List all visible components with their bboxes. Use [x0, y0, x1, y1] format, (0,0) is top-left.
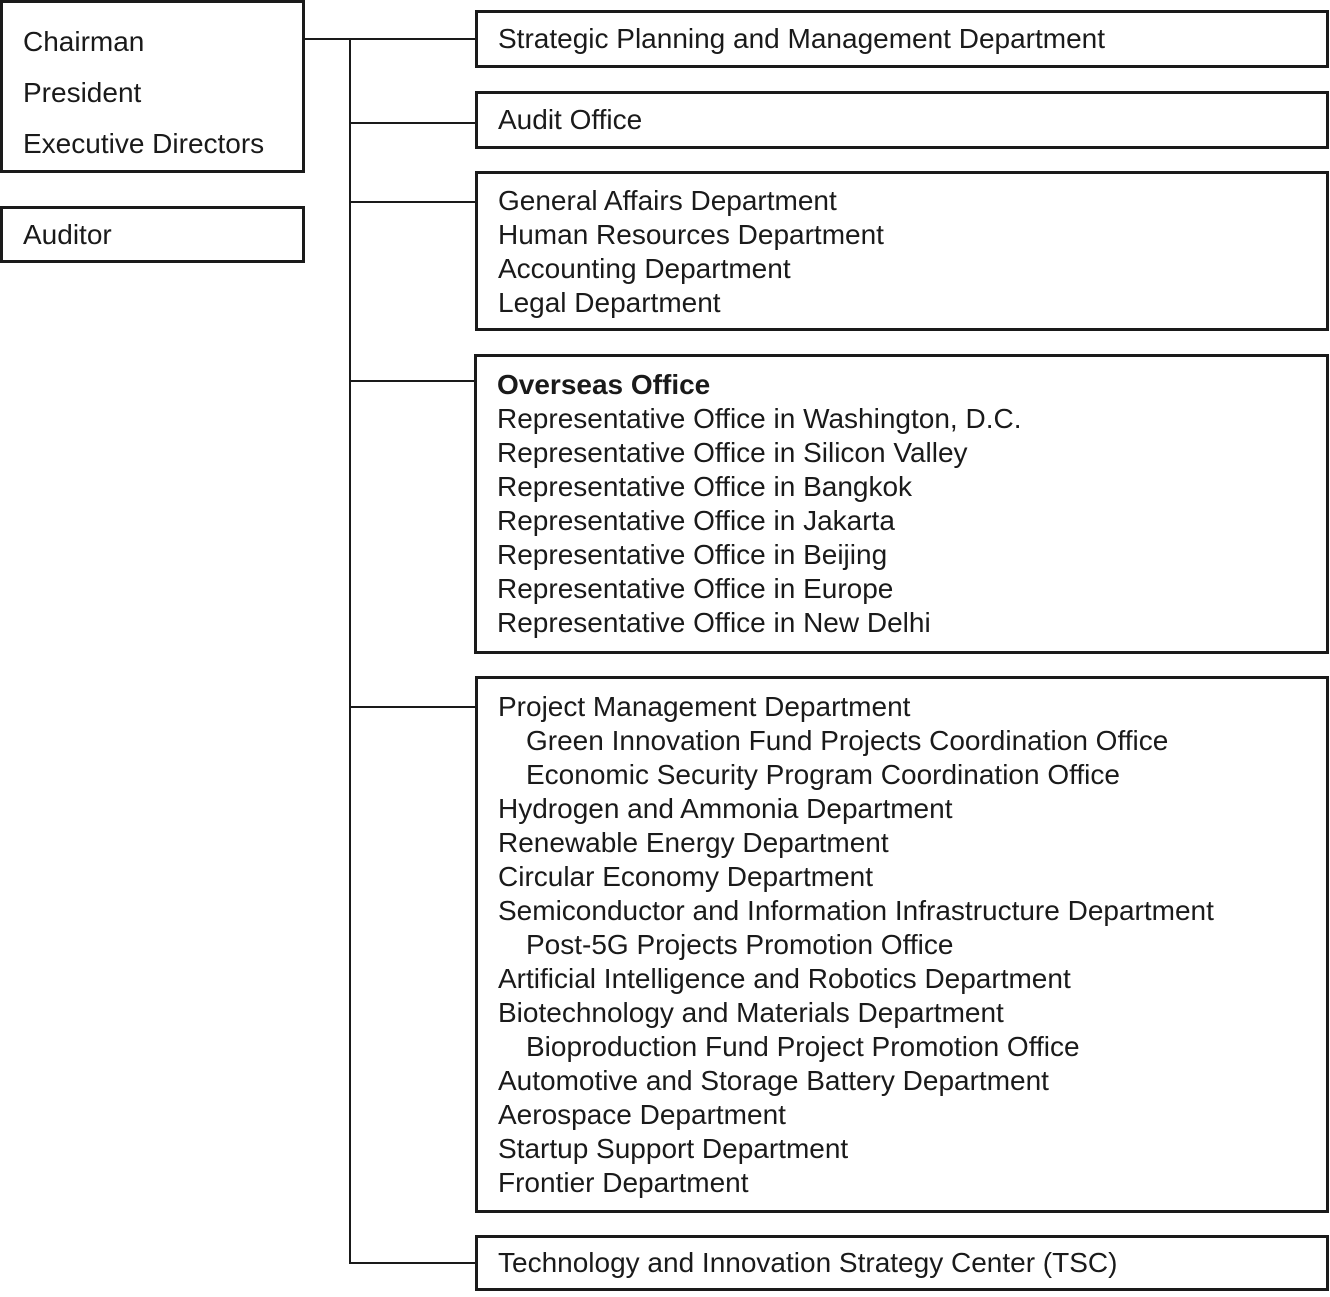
technical-department-item: Automotive and Storage Battery Department — [498, 1065, 1049, 1096]
connector-branch-overseas — [349, 380, 476, 382]
admin-departments-box — [475, 171, 1329, 331]
connector-trunk-vertical — [349, 38, 351, 1263]
connector-branch-tsc — [349, 1262, 477, 1264]
leadership-president: President — [23, 77, 142, 108]
leadership-executive-directors: Executive Directors — [23, 128, 265, 159]
tsc-box — [475, 1235, 1329, 1291]
technical-departments-list — [498, 690, 1214, 1200]
admin-departments-list — [498, 184, 884, 320]
overseas-office-item: Representative Office in Beijing — [497, 539, 888, 570]
connector-branch-audit — [349, 122, 477, 124]
admin-department-item: Legal Department — [498, 287, 721, 318]
admin-department-item: Human Resources Department — [498, 219, 884, 250]
technical-department-item: Artificial Intelligence and Robotics Department — [498, 963, 1071, 994]
connector-head-horizontal — [303, 38, 477, 40]
overseas-office-item: Representative Office in Silicon Valley — [497, 437, 968, 468]
technical-department-item: Renewable Energy Department — [498, 827, 889, 858]
technical-office-item: Green Innovation Fund Projects Coordination Office — [526, 725, 1169, 756]
admin-department-item: General Affairs Department — [498, 185, 837, 216]
overseas-office-box — [474, 354, 1329, 654]
technical-department-item: Hydrogen and Ammonia Department — [498, 793, 953, 824]
overseas-office-list — [497, 368, 1021, 640]
technical-department-item: Frontier Department — [498, 1167, 749, 1198]
overseas-office-item: Representative Office in New Delhi — [497, 607, 931, 638]
admin-department-item: Accounting Department — [498, 253, 791, 284]
strategic-planning-label: Strategic Planning and Management Department — [498, 23, 1106, 54]
auditor-label: Auditor — [23, 219, 112, 250]
strategic-planning-box — [475, 10, 1329, 68]
technical-department-item: Aerospace Department — [498, 1099, 786, 1130]
technical-department-item: Startup Support Department — [498, 1133, 849, 1164]
connector-branch-admin — [349, 201, 477, 203]
technical-office-item: Economic Security Program Coordination Office — [526, 759, 1120, 790]
overseas-office-item: Representative Office in Europe — [497, 573, 894, 604]
overseas-office-title: Overseas Office — [497, 369, 711, 400]
connector-branch-technical — [349, 706, 477, 708]
technical-department-item: Project Management Department — [498, 691, 911, 722]
technical-office-item: Bioproduction Fund Project Promotion Office — [526, 1031, 1080, 1062]
technical-departments-box — [475, 676, 1329, 1213]
auditor-box — [0, 206, 305, 263]
audit-office-box — [475, 91, 1329, 149]
overseas-office-item: Representative Office in Bangkok — [497, 471, 913, 502]
technical-department-item: Semiconductor and Information Infrastructure Department — [498, 895, 1214, 926]
technical-department-item: Circular Economy Department — [498, 861, 874, 892]
leadership-box — [0, 0, 305, 173]
technical-department-item: Biotechnology and Materials Department — [498, 997, 1004, 1028]
audit-office-label: Audit Office — [498, 104, 643, 135]
overseas-office-item: Representative Office in Jakarta — [497, 505, 895, 536]
tsc-label: Technology and Innovation Strategy Center (TSC) — [498, 1247, 1118, 1278]
technical-office-item: Post-5G Projects Promotion Office — [526, 929, 954, 960]
leadership-chairman: Chairman — [23, 26, 145, 57]
overseas-office-item: Representative Office in Washington, D.C. — [497, 403, 1022, 434]
